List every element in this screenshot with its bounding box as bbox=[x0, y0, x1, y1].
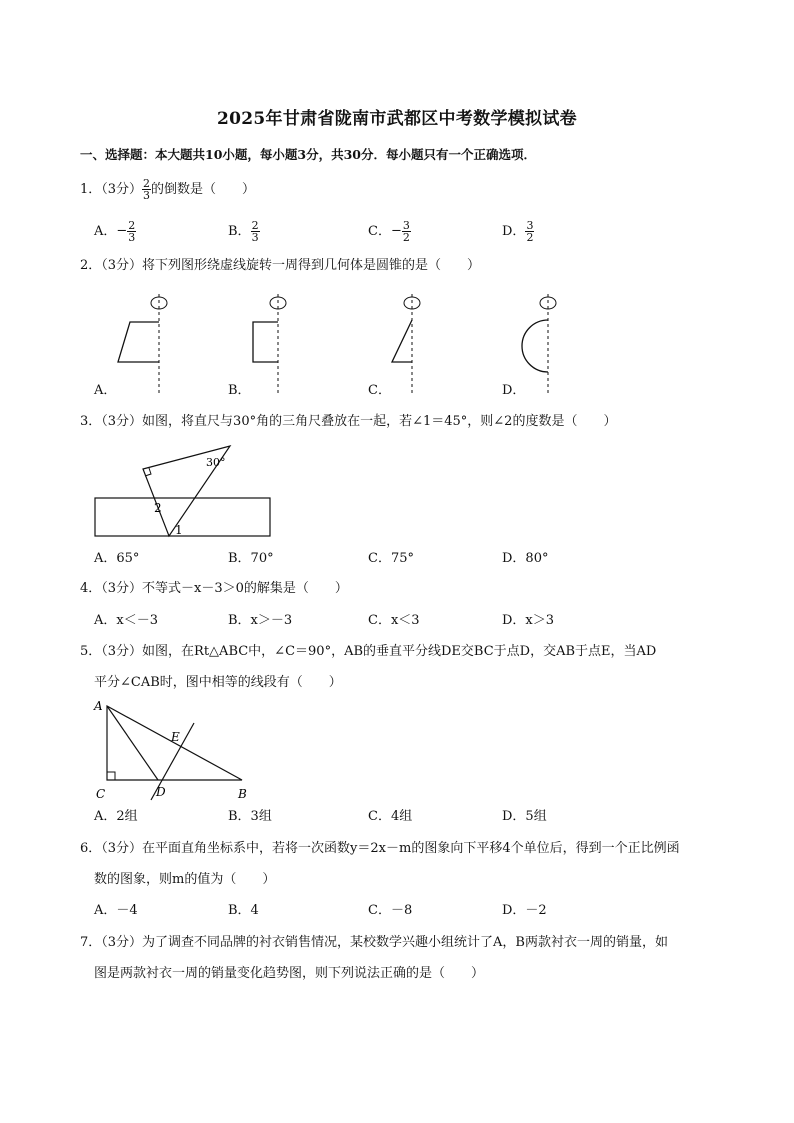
q1-option-d[interactable]: D． $\frac{3}{2}$ bbox=[502, 219, 534, 244]
q2-label-a[interactable]: A． bbox=[94, 383, 117, 398]
q1-option-b[interactable]: B． $\frac{2}{3}$ bbox=[228, 219, 259, 244]
question-6-line-1: 6．（3分）在平面直角坐标系中，若将一次函数y＝2x－m的图象向下平移4个单位后，得到一个正比例函 bbox=[80, 841, 680, 856]
question-5-line-1: 5．（3分）如图，在Rt△ABC中，∠C＝90°，AB的垂直平分线DE交BC于点D，交AB于点E，当AD bbox=[80, 644, 657, 659]
question-5-line-2: 平分∠CAB时，图中相等的线段有（ ） bbox=[94, 675, 342, 690]
question-3: 3．（3分）如图，将直尺与30°角的三角尺叠放在一起，若∠1＝45°，则∠2的度数是（ ） bbox=[80, 414, 617, 429]
q1-option-a[interactable]: A．− $\frac{2}{3}$ bbox=[94, 219, 136, 244]
q4-option-a[interactable]: A．x＜－3 bbox=[94, 613, 158, 628]
q1-suffix: 的倒数是（ ） bbox=[151, 182, 256, 197]
q3-angle-1-label: 1 bbox=[175, 523, 183, 537]
q2-label-d[interactable]: D． bbox=[502, 383, 526, 398]
q2-figure-a[interactable] bbox=[118, 294, 167, 394]
q5-option-c[interactable]: C．4组 bbox=[368, 809, 413, 824]
q3-option-d[interactable]: D．80° bbox=[502, 551, 549, 566]
question-7-line-1: 7．（3分）为了调查不同品牌的衬衣销售情况，某校数学兴趣小组统计了A，B两款衬衣一周的销量，如 bbox=[80, 935, 668, 950]
q2-figure-b[interactable] bbox=[253, 294, 286, 394]
q2-label-c[interactable]: C． bbox=[368, 383, 391, 398]
q3-angle-30-label: 30° bbox=[206, 456, 226, 469]
q5-label-d: D bbox=[156, 785, 166, 799]
q5-option-a[interactable]: A．2组 bbox=[94, 809, 138, 824]
q4-option-b[interactable]: B．x＞－3 bbox=[228, 613, 293, 628]
q5-option-d[interactable]: D．5组 bbox=[502, 809, 547, 824]
q4-option-c[interactable]: C．x＜3 bbox=[368, 613, 420, 628]
section-heading: 一、选择题：本大题共10小题，每小题3分，共30分．每小题只有一个正确选项． bbox=[80, 147, 536, 162]
question-1 bbox=[80, 178, 255, 201]
page-title: 2025年甘肃省陇南市武都区中考数学模拟试卷 bbox=[217, 109, 577, 129]
q1-option-c[interactable]: C．− $\frac{3}{2}$ bbox=[368, 219, 410, 244]
question-6-line-2: 数的图象，则m的值为（ ） bbox=[94, 872, 276, 887]
q4-option-d[interactable]: D．x＞3 bbox=[502, 613, 555, 628]
q5-label-a: A bbox=[94, 699, 103, 713]
q2-label-b[interactable]: B． bbox=[228, 383, 251, 398]
q1-fraction: $\frac{2}{3}$ bbox=[143, 177, 151, 202]
q2-figure-d[interactable] bbox=[522, 294, 556, 394]
q6-option-a[interactable]: A．－4 bbox=[94, 903, 138, 918]
q3-option-c[interactable]: C．75° bbox=[368, 551, 414, 566]
q5-option-b[interactable]: B．3组 bbox=[228, 809, 272, 824]
q6-option-d[interactable]: D．－2 bbox=[502, 903, 547, 918]
q5-label-c: C bbox=[96, 787, 106, 801]
q5-label-b: B bbox=[238, 787, 247, 801]
q3-figure bbox=[90, 440, 280, 540]
q6-option-b[interactable]: B．4 bbox=[228, 903, 259, 918]
q5-figure bbox=[88, 698, 258, 804]
q3-angle-2-label: 2 bbox=[154, 501, 162, 515]
q3-option-a[interactable]: A．65° bbox=[94, 551, 140, 566]
question-2: 2．（3分）将下列图形绕虚线旋转一周得到几何体是圆锥的是（ ） bbox=[80, 258, 481, 273]
question-4: 4．（3分）不等式－x－3＞0的解集是（ ） bbox=[80, 581, 348, 596]
q5-label-e: E bbox=[171, 730, 180, 744]
q3-option-b[interactable]: B．70° bbox=[228, 551, 274, 566]
q2-figure-c[interactable] bbox=[392, 294, 420, 394]
question-7-line-2: 图是两款衬衣一周的销量变化趋势图，则下列说法正确的是（ ） bbox=[94, 966, 485, 981]
q6-option-c[interactable]: C．－8 bbox=[368, 903, 413, 918]
q1-prefix: 1．（3分） bbox=[80, 182, 143, 197]
